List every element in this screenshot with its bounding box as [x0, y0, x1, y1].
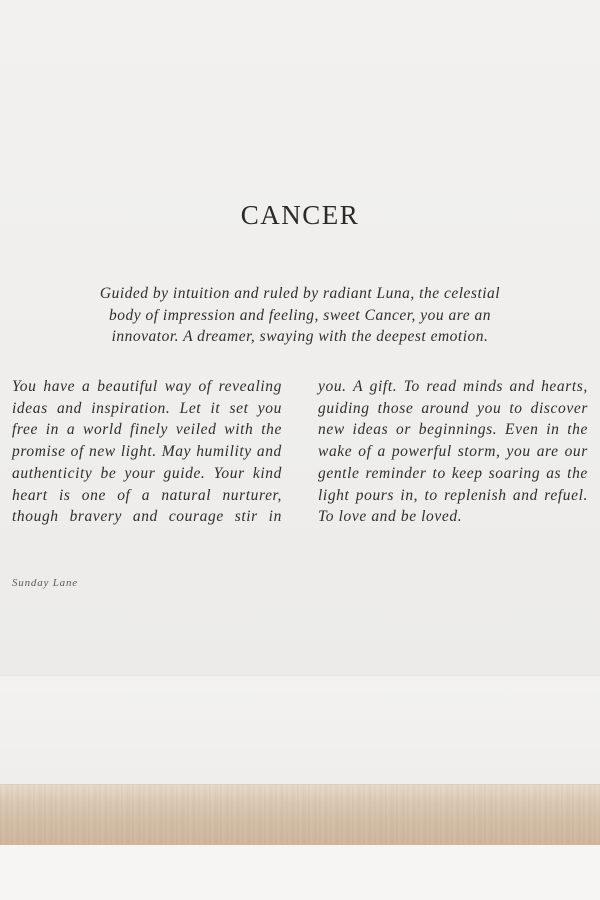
right-line: guiding those around you to discover — [318, 399, 588, 417]
left-line: authenticity be your guide. Your kind — [12, 464, 282, 482]
wood-frame-ledge — [0, 785, 600, 845]
left-line: heart is one of a natural nurturer, — [12, 486, 282, 504]
right-line: light pours in, to replenish and refuel. — [318, 486, 588, 504]
left-line: promise of new light. May humility and — [12, 443, 282, 461]
left-line: You have a beautiful way of revealing — [12, 378, 282, 395]
brand-signature: Sunday Lane — [12, 577, 78, 589]
left-line: though bravery and courage stir in — [12, 508, 282, 526]
intro-paragraph — [60, 283, 540, 348]
right-line: wake of a powerful storm, you are our — [318, 443, 588, 461]
right-line: gentle reminder to keep soaring as the — [318, 464, 588, 482]
background-surface — [0, 845, 600, 900]
right-line: To love and be loved. — [318, 508, 463, 526]
left-line: free in a world finely veiled with the — [12, 421, 282, 439]
left-column-text — [12, 376, 282, 528]
intro-line: body of impression and feeling, sweet Cancer, you are an — [108, 306, 491, 324]
intro-line: innovator. A dreamer, swaying with the deepest emotion. — [111, 328, 489, 345]
poster-mat — [0, 675, 600, 786]
right-column-text — [318, 376, 588, 528]
poster-title: CANCER — [240, 200, 360, 230]
intro-line: Guided by intuition and ruled by radiant Luna, the celestial — [99, 285, 501, 302]
right-line: you. A gift. To read minds and hearts, — [318, 378, 588, 395]
left-line: ideas and inspiration. Let it set you — [12, 399, 282, 417]
right-line: new ideas or beginnings. Even in the — [318, 421, 588, 439]
